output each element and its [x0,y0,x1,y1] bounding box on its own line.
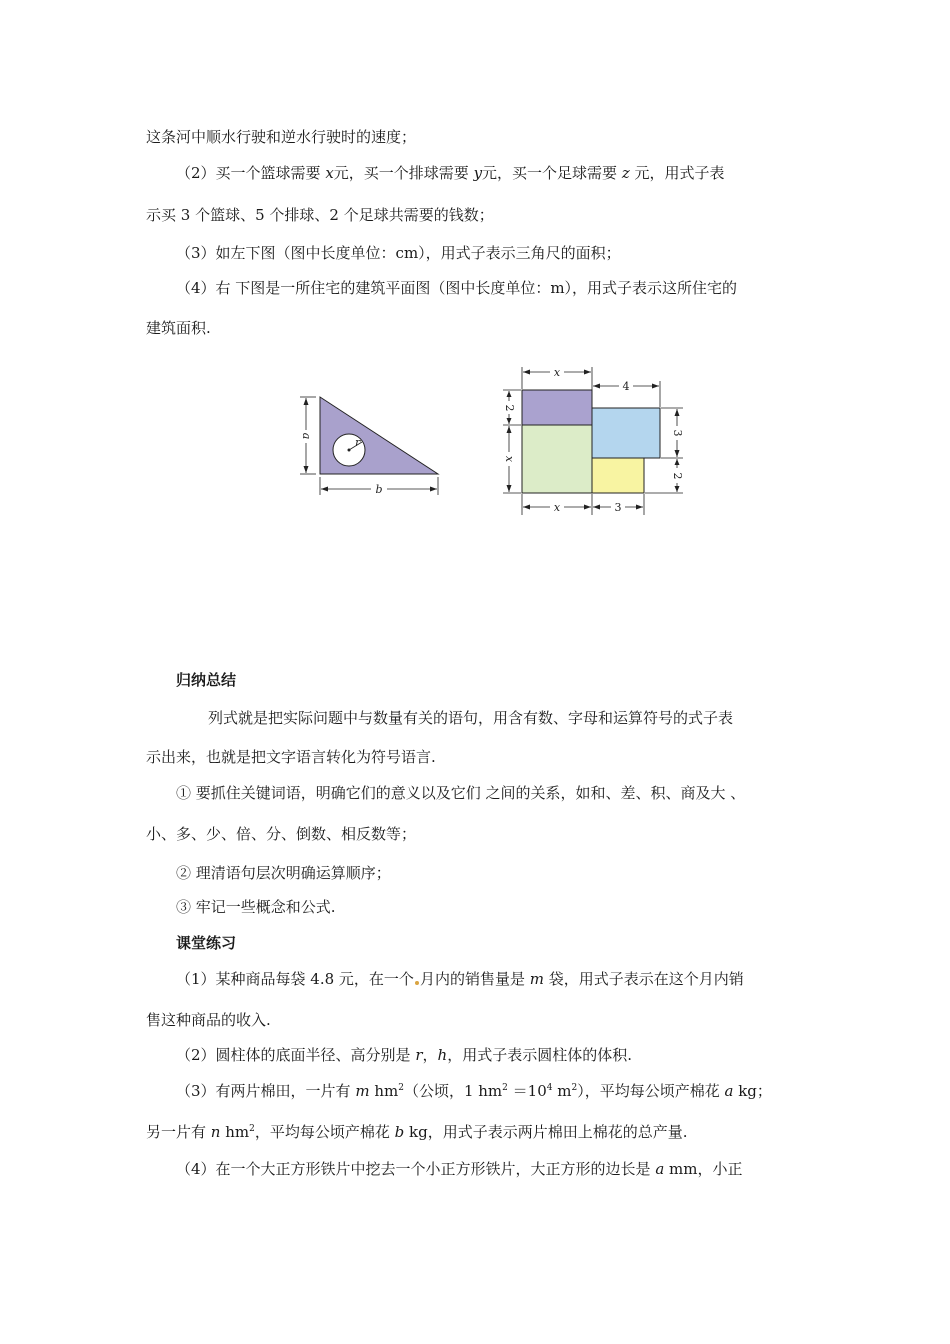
problem-2: （2）买一个篮球需要 x元，买一个排球需要 y元，买一个足球需要 z 元，用式子表 [176,164,725,182]
summary-line: 列式就是把实际问题中与数量有关的语句，用含有数、字母和运算符号的式子表 [208,709,734,727]
practice-q1-cont: 售这种商品的收入. [146,1011,271,1029]
summary-item-3: ③ 牢记一些概念和公式. [176,898,336,916]
practice-heading: 课堂练习 [176,934,237,952]
triangle-ruler [320,397,438,474]
room-green [522,425,592,493]
floor-plan-figure [495,363,695,518]
summary-item-2: ② 理清语句层次明确运算顺序； [176,864,391,882]
label-top-x: x [553,366,561,379]
label-b: b [375,483,383,496]
label-top-4: 4 [622,380,630,393]
problem-2-cont: 示买 3 个篮球、5 个排球、2 个足球共需要的钱数； [146,206,494,224]
summary-item-1: ① 要抓住关键词语，明确它们的意义以及它们 之间的关系，如和、差、积、商及大 、 [176,784,746,802]
practice-q3-cont: 另一片有 n $hm^2$，平均每公顷产棉花 b kg，用式子表示两片棉田上棉花的总产量. [146,1123,688,1141]
label-left-2: 2 [503,404,516,412]
triangle-ruler-figure [292,385,452,500]
text-line: 这条河中顺水行驶和逆水行驶时的速度； [146,128,417,146]
label-a: a [300,432,313,440]
problem-4: （4）右 下图是一所住宅的建筑平面图（图中长度单位：m），用式子表示这所住宅的 [176,279,738,297]
label-left-x: x [503,455,516,463]
problem-4-cont: 建筑面积. [146,319,211,337]
label-bottom-x: x [553,501,561,514]
summary-heading: 归纳总结 [176,671,237,689]
practice-q1: （1）某种商品每袋 4.8 元，在一个 月内的销售量是 m 袋，用式子表示在这个月内销 [176,970,744,988]
practice-q4: （4）在一个大正方形铁片中挖去一个小正方形铁片，大正方形的边长是 a mm，小正 [176,1160,743,1178]
room-purple [522,390,592,425]
summary-line: 示出来，也就是把文字语言转化为符号语言. [146,748,436,766]
label-bottom-3: 3 [614,501,622,514]
label-right-2: 2 [671,472,684,480]
practice-q2: （2）圆柱体的底面半径、高分别是 r，h，用式子表示圆柱体的体积. [176,1046,632,1064]
room-yellow [592,458,644,493]
practice-q3: （3）有两片棉田，一片有 m $hm^2$（公顷，1 $hm^2 =10^4$ $m^2$），平均每公顷产棉花 a kg； [176,1082,772,1100]
problem-3: （3）如左下图（图中长度单位：cm），用式子表示三角尺的面积； [176,244,621,262]
label-right-3: 3 [671,429,684,437]
label-r: r [355,436,361,449]
summary-item-1-cont: 小、多、少、倍、分、倒数、相反数等； [146,825,417,843]
orange-dot [415,981,419,985]
room-blue [592,408,660,458]
